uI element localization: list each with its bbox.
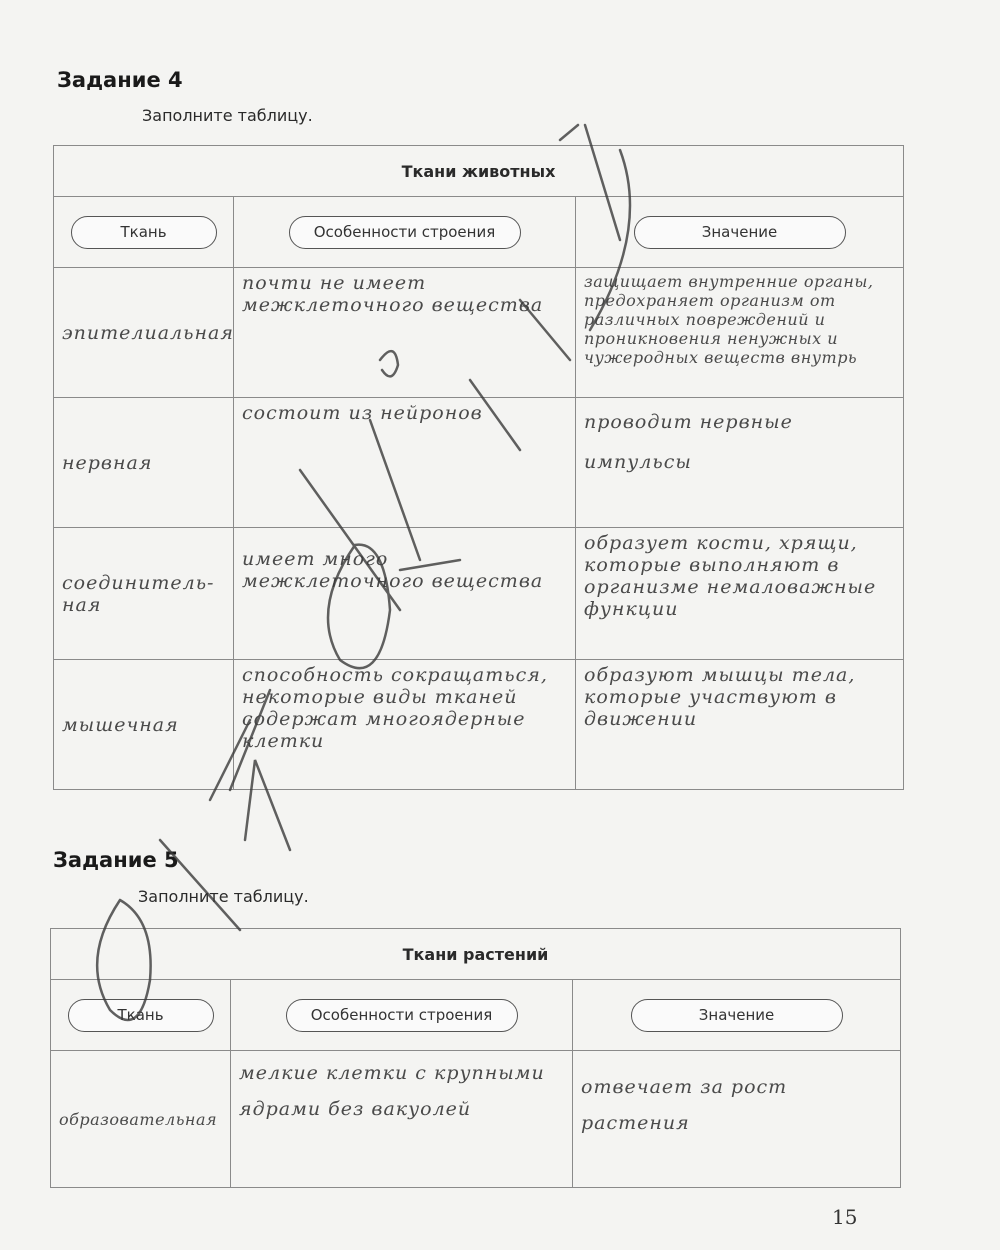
tissue-cell: эпителиальная xyxy=(54,268,234,398)
table-row xyxy=(51,1051,901,1188)
column-header-tissue: Ткань xyxy=(68,999,214,1032)
task4-heading: Задание 4 xyxy=(57,68,183,92)
tissue-cell: мышечная xyxy=(54,660,234,790)
structure-cell: почти не имеет межклеточного вещества xyxy=(234,268,576,398)
function-cell: проводит нервные импульсы xyxy=(576,398,904,528)
tissue-cell: образовательная xyxy=(51,1051,231,1188)
task4-instruction: Заполните таблицу. xyxy=(142,106,313,125)
task5-instruction: Заполните таблицу. xyxy=(138,887,309,906)
column-header-structure: Особенности строения xyxy=(286,999,518,1032)
table-title: Ткани растений xyxy=(51,929,901,980)
tissue-cell: соединитель-ная xyxy=(54,528,234,660)
table-row xyxy=(54,398,904,528)
table-row xyxy=(54,528,904,660)
tissue-cell: нервная xyxy=(54,398,234,528)
column-header-structure: Особенности строения xyxy=(289,216,521,249)
function-cell: защищает внутренние органы, предохраняет организм от различных повреждений и проникновения ненужных и чужеродных веществ внутрь xyxy=(576,268,904,398)
function-cell: отвечает за рост растения xyxy=(573,1051,901,1188)
table-row xyxy=(54,660,904,790)
page-number: 15 xyxy=(832,1205,858,1229)
structure-cell: имеет много межклеточного вещества xyxy=(234,528,576,660)
column-header-function: Значение xyxy=(631,999,843,1032)
function-cell: образуют мышцы тела, которые участвуют в движении xyxy=(576,660,904,790)
column-header-function: Значение xyxy=(634,216,846,249)
table-row xyxy=(54,268,904,398)
task5-heading: Задание 5 xyxy=(53,848,179,872)
structure-cell: состоит из нейронов xyxy=(234,398,576,528)
table-title: Ткани животных xyxy=(54,146,904,197)
plant-tissues-table xyxy=(50,928,901,1188)
function-cell: образует кости, хрящи, которые выполняют в организме немаловажные функции xyxy=(576,528,904,660)
structure-cell: мелкие клетки с крупными ядрами без вакуолей xyxy=(231,1051,573,1188)
column-header-tissue: Ткань xyxy=(71,216,217,249)
structure-cell: способность сокращаться, некоторые виды тканей содержат многоядерные клетки xyxy=(234,660,576,790)
animal-tissues-table xyxy=(53,145,904,790)
